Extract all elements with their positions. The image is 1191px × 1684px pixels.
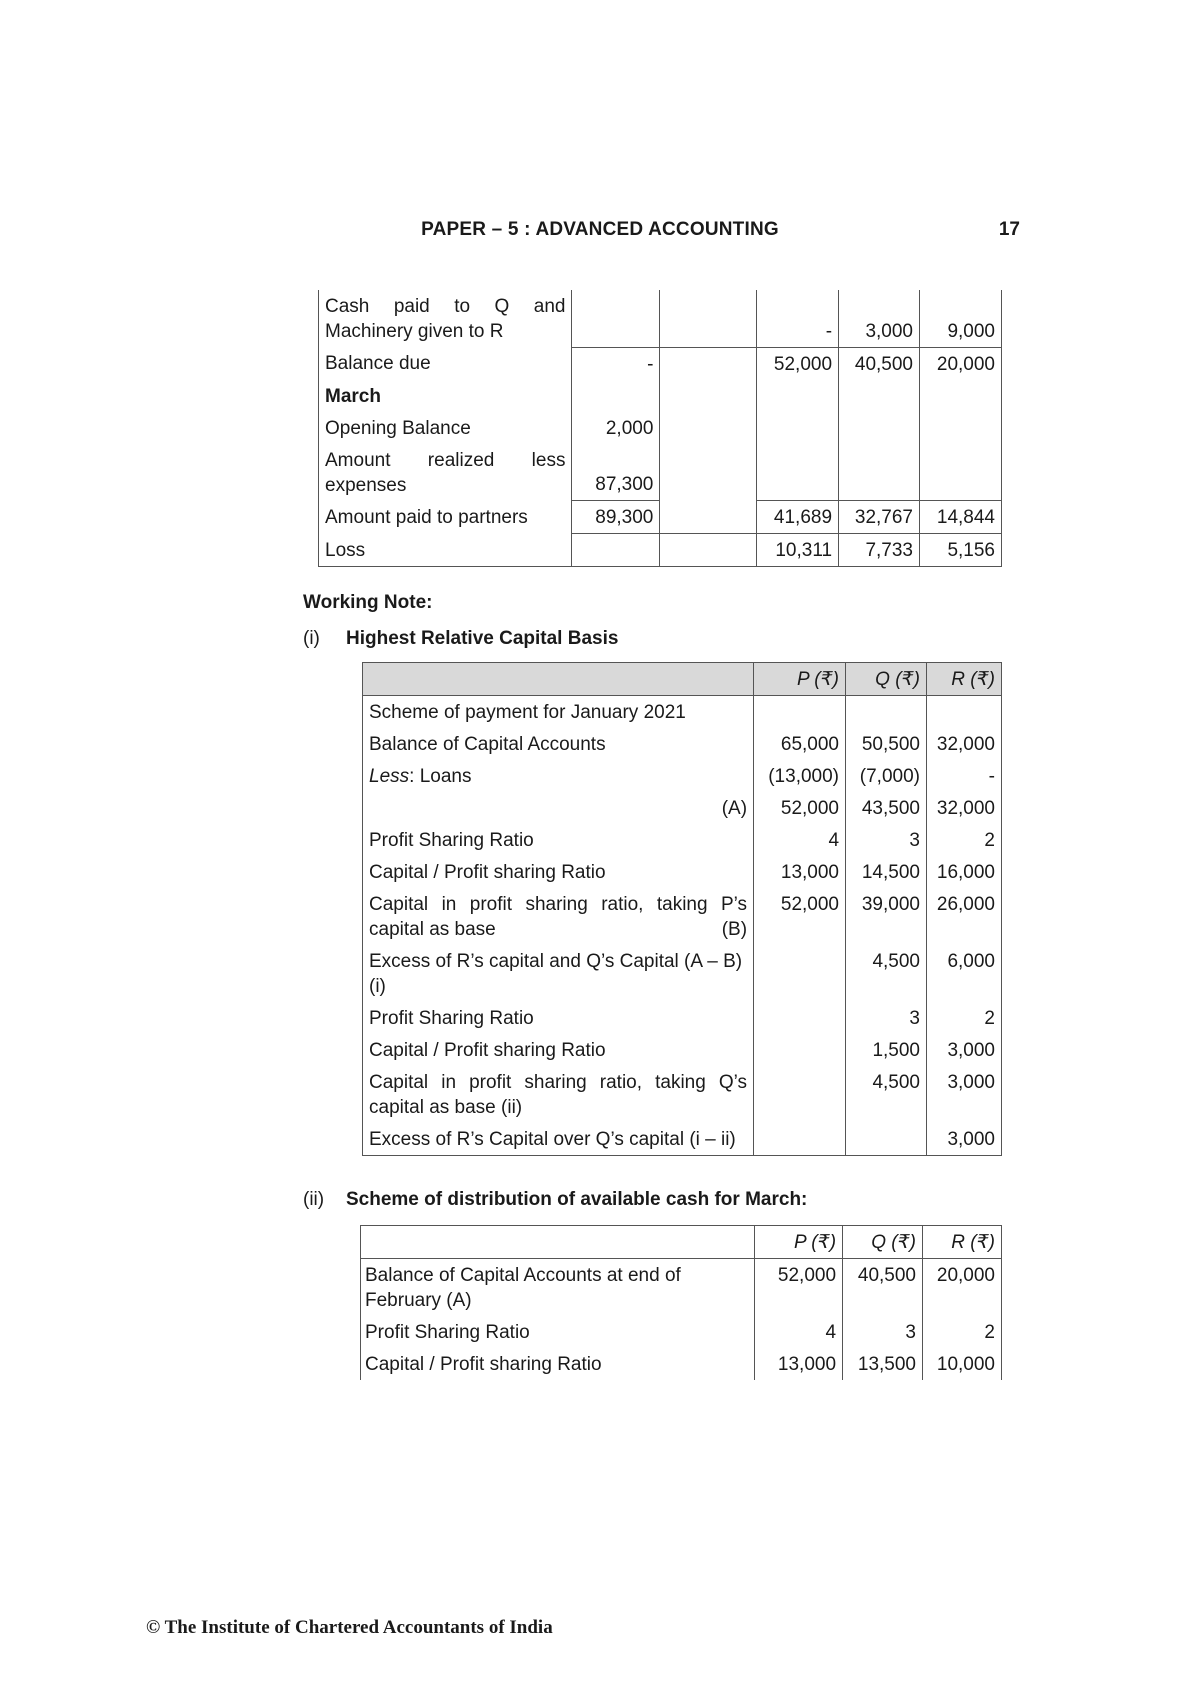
row-label: Less: Loans — [363, 760, 754, 792]
table-row: Capital in profit sharing ratio, taking Q’s capital as base (ii) 4,500 3,000 — [363, 1066, 1002, 1123]
table-row: Profit Sharing Ratio 4 3 2 — [363, 824, 1002, 856]
row-label: (A) — [363, 792, 754, 824]
table-row: Excess of R’s capital and Q’s Capital (A – B) (i) 4,500 6,000 — [363, 945, 1002, 1002]
row-label: Profit Sharing Ratio — [361, 1316, 755, 1348]
column-header-q: Q (₹) — [846, 663, 927, 696]
row-label: Profit Sharing Ratio — [363, 1002, 754, 1034]
row-label: Capital in profit sharing ratio, taking Q’s capital as base (ii) — [363, 1066, 754, 1123]
row-label: Cash paid to Q and Machinery given to R — [319, 290, 572, 347]
row-label: Excess of R’s capital and Q’s Capital (A – B) (i) — [363, 945, 754, 1002]
table-row: Balance of Capital Accounts 65,000 50,500 32,000 — [363, 728, 1002, 760]
row-label: Scheme of payment for January 2021 — [363, 696, 754, 729]
page-header-title: PAPER – 5 : ADVANCED ACCOUNTING — [421, 219, 779, 240]
table-row: Loss 10,311 7,733 5,156 — [319, 534, 1002, 567]
row-label: Balance of Capital Accounts at end of February (A) — [361, 1259, 755, 1317]
row-label: Capital in profit sharing ratio, taking P’s capital as base (B) — [363, 888, 754, 945]
table-row — [363, 696, 1002, 729]
column-header-r: R (₹) — [926, 663, 1001, 696]
row-label: Capital / Profit sharing Ratio — [363, 856, 754, 888]
table-row: Excess of R’s Capital over Q’s capital (i – ii) 3,000 — [363, 1123, 1002, 1156]
table-row: Cash paid to Q and Machinery given to R - 3,000 9,000 — [319, 290, 1002, 347]
table-header-row — [361, 1226, 1002, 1259]
row-label: Profit Sharing Ratio — [363, 824, 754, 856]
march-distribution-table — [360, 1225, 1002, 1380]
row-label: Balance of Capital Accounts — [363, 728, 754, 760]
copyright-footer: © The Institute of Chartered Accountants of India — [146, 1617, 553, 1638]
section-1-title: Highest Relative Capital Basis — [346, 628, 619, 649]
table-header-row — [363, 663, 1002, 696]
table-row: Balance of Capital Accounts at end of February (A) 52,000 40,500 20,000 — [361, 1259, 1002, 1317]
column-header-q: Q (₹) — [843, 1226, 923, 1259]
working-note-heading: Working Note: — [303, 592, 433, 613]
row-label: March — [319, 380, 572, 412]
table-row — [319, 380, 1002, 412]
section-2-title: Scheme of distribution of available cash for March: — [346, 1189, 808, 1210]
table-row: Amount paid to partners 89,300 41,689 32,767 14,844 — [319, 501, 1002, 534]
row-label: Balance due — [319, 347, 572, 380]
table-row: Profit Sharing Ratio 4 3 2 — [361, 1316, 1002, 1348]
section-2-label: (ii) — [303, 1189, 325, 1210]
table-row: Capital / Profit sharing Ratio 13,000 13,500 10,000 — [361, 1348, 1002, 1380]
column-header-r: R (₹) — [923, 1226, 1002, 1259]
row-label: Capital / Profit sharing Ratio — [361, 1348, 755, 1380]
table-row: Amount realized less expenses 87,300 — [319, 444, 1002, 501]
row-label: Loss — [319, 534, 572, 567]
realisation-table — [318, 290, 1002, 567]
table-row: Capital / Profit sharing Ratio 13,000 14,500 16,000 — [363, 856, 1002, 888]
table-row: (A) 52,000 43,500 32,000 — [363, 792, 1002, 824]
table-row: Profit Sharing Ratio 3 2 — [363, 1002, 1002, 1034]
table-row: Capital in profit sharing ratio, taking P’s capital as base (B) 52,000 39,000 26,000 — [363, 888, 1002, 945]
column-header-p: P (₹) — [754, 663, 846, 696]
row-label: Opening Balance — [319, 412, 572, 444]
row-label: Amount realized less expenses — [319, 444, 572, 501]
page-number: 17 — [998, 219, 1020, 240]
column-header-p: P (₹) — [755, 1226, 843, 1259]
row-label: Capital / Profit sharing Ratio — [363, 1034, 754, 1066]
row-label: Amount paid to partners — [319, 501, 572, 534]
table-row: Less: Loans (13,000) (7,000) - — [363, 760, 1002, 792]
table-row: Capital / Profit sharing Ratio 1,500 3,000 — [363, 1034, 1002, 1066]
row-label: Excess of R’s Capital over Q’s capital (i – ii) — [363, 1123, 754, 1156]
section-1-label: (i) — [303, 628, 320, 649]
table-row: Opening Balance 2,000 — [319, 412, 1002, 444]
table-row: Balance due - 52,000 40,500 20,000 — [319, 347, 1002, 380]
relative-capital-table — [362, 662, 1002, 1156]
